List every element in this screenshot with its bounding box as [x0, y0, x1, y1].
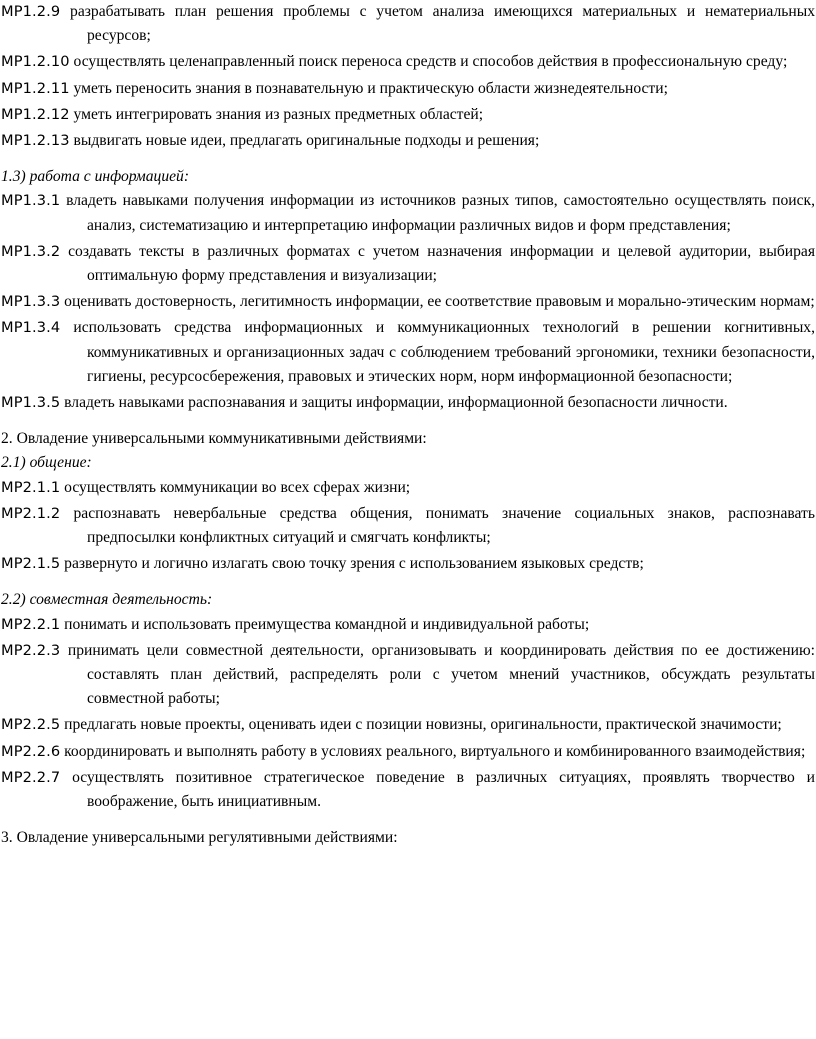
- item-text: предлагать новые проекты, оценивать идеи с позиции новизны, оригинальности, практической значимости;: [64, 716, 782, 734]
- item-text: осуществлять целенаправленный поиск переноса средств и способов действия в профессиональную среду;: [73, 53, 788, 71]
- item-text: координировать и выполнять работу в условиях реального, виртуального и комбинированного взаимодействия;: [64, 742, 806, 760]
- list-item: [1, 316, 815, 389]
- section-heading: 2. Овладение универсальными коммуникативными действиями:: [1, 430, 427, 448]
- spacer: [1, 576, 815, 588]
- list-item: [1, 740, 815, 764]
- item-code: МР1.2.9: [1, 3, 61, 20]
- item-text: уметь переносить знания в познавательную и практическую области жизнедеятельности;: [73, 79, 668, 97]
- item-code: МР1.3.2: [1, 242, 61, 260]
- item-code: МР1.3.4: [1, 319, 61, 337]
- item-text: оценивать достоверность, легитимность информации, ее соответствие правовым и морально-этическим нормам;: [64, 293, 815, 311]
- list-item: [1, 613, 815, 637]
- item-code: МР2.2.3: [1, 641, 61, 659]
- list-item: [1, 50, 815, 74]
- list-item: [1, 77, 815, 101]
- subsection-heading: 2.1) общение:: [1, 454, 92, 472]
- item-text: владеть навыками получения информации из источников разных типов, самостоятельно осуществлять поиск, анализ, систематизацию и интерпретацию информации различных видов и форм представления;: [66, 192, 815, 234]
- item-text: осуществлять коммуникации во всех сферах жизни;: [64, 478, 411, 496]
- item-code: МР1.2.10: [1, 53, 70, 71]
- list-item: [1, 639, 815, 712]
- item-code: МР1.3.1: [1, 192, 61, 210]
- list-item: [1, 391, 815, 415]
- list-item: [1, 766, 815, 814]
- spacer: [1, 814, 815, 826]
- list-item: [1, 103, 815, 127]
- item-code: МР1.3.3: [1, 293, 61, 311]
- item-code: МР2.1.2: [1, 504, 61, 522]
- spacer: [1, 415, 815, 427]
- item-code: МР2.2.7: [1, 768, 61, 786]
- item-code: МР2.1.5: [1, 555, 61, 573]
- list-item: [1, 476, 815, 500]
- item-code: МР1.2.12: [1, 105, 70, 123]
- item-text: разрабатывать план решения проблемы с учетом анализа имеющихся материальных и нематериальных ресурсов;: [70, 3, 815, 45]
- item-text: уметь интегрировать знания из разных предметных областей;: [73, 105, 484, 123]
- item-code: МР1.2.11: [1, 79, 70, 97]
- list-item: [1, 0, 815, 48]
- section-heading: 3. Овладение универсальными регулятивными действиями:: [1, 829, 398, 847]
- item-code: МР2.2.1: [1, 615, 61, 633]
- item-text: распознавать невербальные средства общения, понимать значение социальных знаков, распознавать предпосылки конфликтных ситуаций и смягчать конфликты;: [73, 504, 815, 547]
- item-text: выдвигать новые идеи, предлагать оригинальные подходы и решения;: [73, 132, 540, 150]
- item-code: МР1.2.13: [1, 132, 70, 150]
- list-item: [1, 552, 815, 576]
- item-code: МР2.2.5: [1, 716, 61, 734]
- list-item: [1, 189, 815, 237]
- item-text: владеть навыками распознавания и защиты информации, информационной безопасности личности.: [64, 394, 728, 412]
- section-heading: 1.3) работа с информацией:: [1, 168, 190, 186]
- item-text: развернуто и логично излагать свою точку зрения с использованием языковых средств;: [64, 555, 644, 573]
- item-text: понимать и использовать преимущества командной и индивидуальной работы;: [64, 615, 590, 633]
- item-code: МР2.2.6: [1, 742, 61, 760]
- list-item: [1, 290, 815, 314]
- item-text: создавать тексты в различных форматах с учетом назначения информации и целевой аудитории, выбирая оптимальную форму представления и визуализации;: [68, 242, 815, 285]
- list-item: [1, 713, 815, 737]
- item-code: МР1.3.5: [1, 394, 61, 412]
- item-text: принимать цели совместной деятельности, организовывать и координировать действия по ее достижению: составлять план действий, распределять роли с учетом мнений участников, обсуждать результаты совместной работы;: [67, 641, 815, 708]
- item-text: осуществлять позитивное стратегическое поведение в различных ситуациях, проявлять творчество и воображение, быть инициативным.: [72, 768, 815, 811]
- item-text: использовать средства информационных и коммуникационных технологий в решении когнитивных, коммуникативных и организационных задач с соблюдением требований эргономики, техники безопасности, гигиены, ресурсосбережения, правовых и этических норм, норм информационной безопасности;: [73, 319, 815, 385]
- subsection-heading: 2.2) совместная деятельность:: [1, 591, 213, 609]
- item-code: МР2.1.1: [1, 478, 61, 496]
- spacer: [1, 153, 815, 165]
- list-item: [1, 129, 815, 153]
- list-item: [1, 240, 815, 288]
- list-item: [1, 502, 815, 550]
